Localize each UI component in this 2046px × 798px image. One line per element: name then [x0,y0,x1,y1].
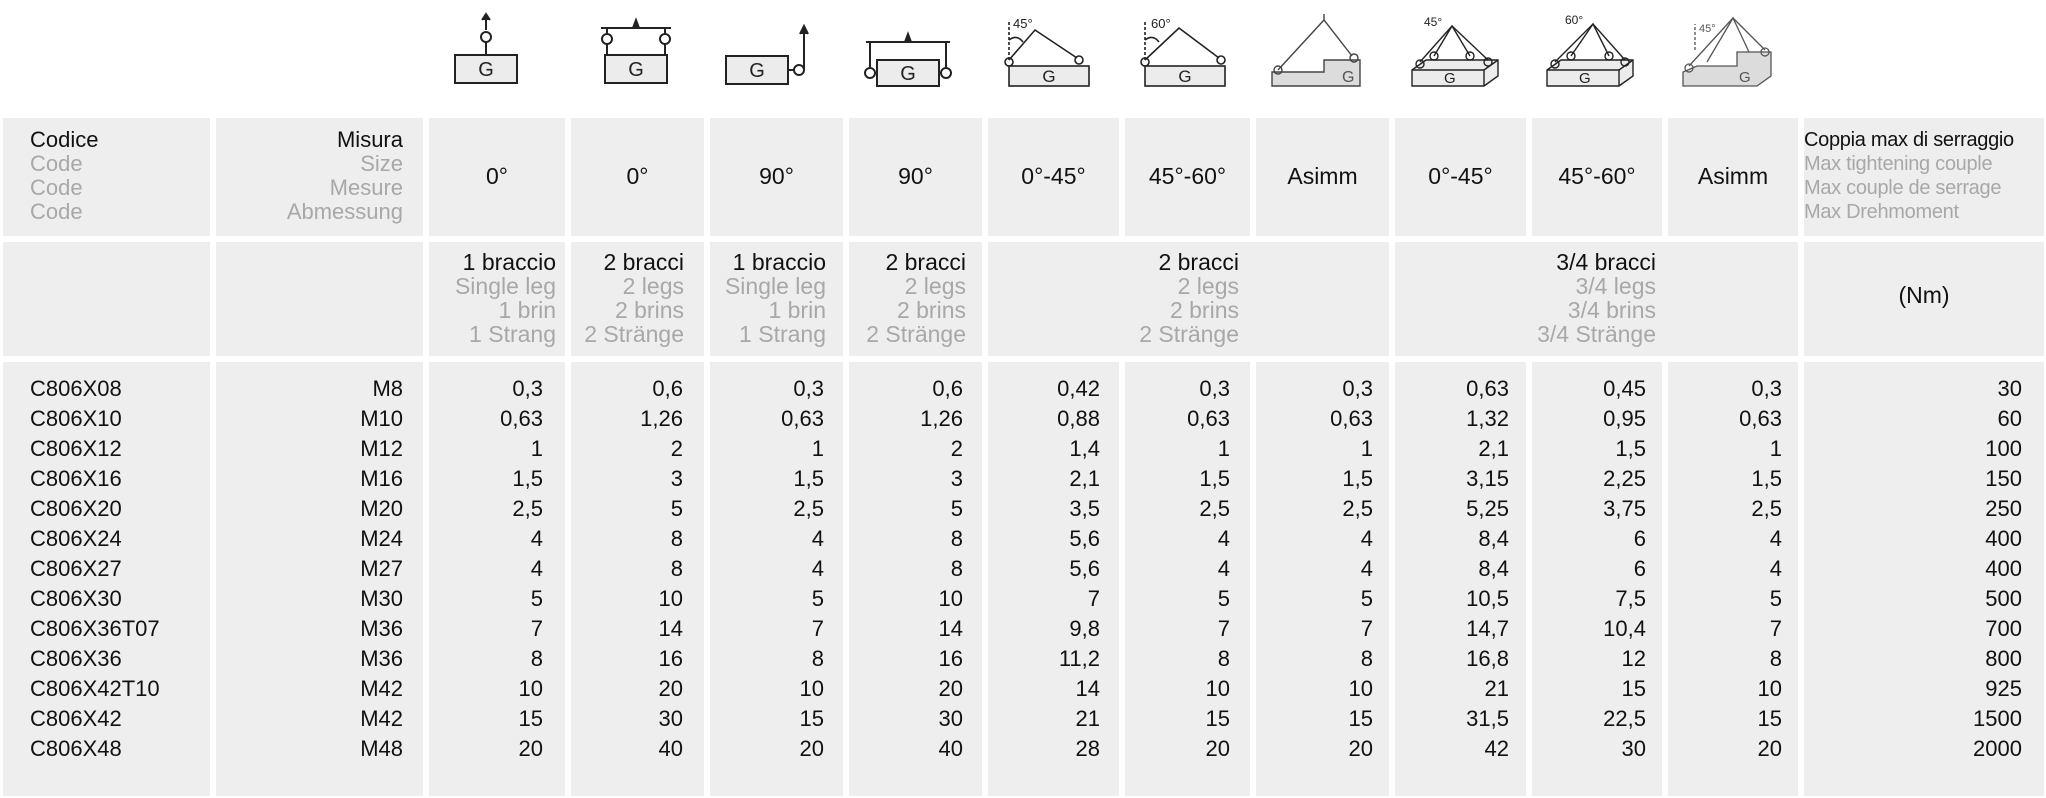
two-legs-45-60-cell: 4 [1217,526,1230,551]
four-legs-asymmetric-diagram-icon [1677,10,1787,96]
two-legs-asym-cell: 20 [1348,736,1373,761]
v0-1leg-cell: 20 [518,736,543,761]
size-cell: M48 [360,736,403,761]
header-code-it: Codice [30,127,99,152]
angle-header: 0° [626,163,649,189]
two-legs-45-60-cell: 4 [1217,556,1230,581]
torque-cell: 2000 [1973,736,2022,761]
v90-2legs-cell: 16 [938,646,963,671]
legs-text: Single leg [454,273,556,299]
legs-col-4 [866,250,966,346]
four-legs-0-45-cell: 42 [1484,736,1509,761]
four-legs-45-60-cell: 15 [1621,676,1646,701]
four-legs-asym-cell: 15 [1757,706,1782,731]
v0-2legs-cell: 1,26 [640,406,683,431]
legs-two-group [1139,250,1239,346]
v90-1leg-cell: 0,3 [793,376,824,401]
angle-header: 0° [486,163,508,189]
four-legs-45-60-cell: 3,75 [1603,496,1646,521]
v0-1leg-cell: 1,5 [512,466,543,491]
v90-2legs-cell: 5 [950,496,963,521]
code-cell: C806X48 [30,736,122,761]
code-cell: C806X24 [30,526,122,551]
code-cell: C806X08 [30,376,122,401]
two-legs-0-45-cell: 0,88 [1057,406,1100,431]
svg-text:G: G [900,63,916,85]
two-legs-45-60-cell: 8 [1217,646,1230,671]
legs-text: 1 braccio [462,249,556,275]
angle-header: 45°-60° [1558,163,1636,189]
four-legs-asym-cell: 1,5 [1751,466,1782,491]
legs-text: 2 bracci [1158,249,1239,275]
v90-2legs-cell: 3 [950,466,963,491]
two-legs-0-45-cell: 1,4 [1069,436,1100,461]
legs-text: 3/4 bracci [1556,249,1656,275]
legs-text: Single leg [724,273,826,299]
v90-2legs-cell: 2 [950,436,963,461]
four-legs-asym-cell: 0,3 [1751,376,1782,401]
legs-text: 1 Strang [469,321,556,347]
svg-text:60°: 60° [1151,16,1171,31]
v0-1leg-cell: 7 [530,616,543,641]
two-legs-asym-cell: 10 [1348,676,1373,701]
two-legs-0-45-cell: 7 [1087,586,1100,611]
two-legs-0-45-cell: 2,1 [1069,466,1100,491]
two-legs-45-60-cell: 1,5 [1199,466,1230,491]
v90-2legs-cell: 1,26 [920,406,963,431]
code-cell: C806X36T07 [30,616,160,641]
angle-header: Asimm [1697,163,1769,189]
code-cell: C806X42T10 [30,676,160,701]
size-cell: M8 [372,376,403,401]
v0-2legs-cell: 40 [658,736,683,761]
v0-1leg-cell: 4 [530,556,543,581]
two-legs-asym-cell: 7 [1360,616,1373,641]
legs-text: 2 Stränge [584,321,684,347]
code-cell: C806X36 [30,646,122,671]
two-legs-asym-cell: 2,5 [1342,496,1373,521]
torque-cell: 150 [1985,466,2022,491]
torque-unit: (Nm) [1898,282,1950,308]
four-legs-asym-cell: 4 [1769,526,1782,551]
size-cell: M42 [360,676,403,701]
size-cell: M27 [360,556,403,581]
two-legs-asym-cell: 1,5 [1342,466,1373,491]
header-torque-en: Max tightening couple [1804,153,1993,175]
four-legs-asym-cell: 0,63 [1739,406,1782,431]
v0-1leg-cell: 15 [518,706,543,731]
four-legs-asym-cell: 20 [1757,736,1782,761]
v0-1leg-cell: 8 [530,646,543,671]
diagram-row [0,0,2046,110]
legs-col-1 [455,250,556,346]
four-legs-0-45-cell: 1,32 [1466,406,1509,431]
two-legs-45-60-cell: 10 [1205,676,1230,701]
v0-2legs-cell: 8 [670,526,683,551]
legs-text: 2 brins [896,297,966,323]
two-legs-side-90-beam-diagram-icon [858,10,968,96]
svg-text:G: G [749,60,765,82]
torque-cell: 1500 [1973,706,2022,731]
svg-text:45°: 45° [1013,16,1033,31]
v90-2legs-cell: 40 [938,736,963,761]
two-legs-asym-cell: 4 [1360,556,1373,581]
four-legs-asym-cell: 8 [1769,646,1782,671]
legs-text: 1 brin [498,297,556,323]
two-legs-0-45-cell: 5,6 [1069,526,1100,551]
two-legs-asym-cell: 5 [1360,586,1373,611]
four-legs-0-45-cell: 16,8 [1466,646,1509,671]
two-legs-0-45-cell: 11,2 [1058,646,1100,671]
four-legs-45-60-cell: 7,5 [1615,586,1646,611]
legs-text: 2 brins [614,297,684,323]
v90-2legs-cell: 20 [938,676,963,701]
code-cell: C806X20 [30,496,122,521]
angle-header: 45°-60° [1148,163,1227,189]
four-legs-angle-45-60-diagram-icon [1541,10,1651,96]
code-cell: C806X27 [30,556,122,581]
header-code-en: Code [30,151,83,176]
size-cell: M12 [360,436,403,461]
header-size-en: Size [360,151,403,176]
svg-text:60°: 60° [1565,13,1584,27]
four-legs-45-60-cell: 6 [1633,526,1646,551]
legs-text: 2 Stränge [1139,321,1239,347]
four-legs-45-60-cell: 0,45 [1603,376,1646,401]
torque-cell: 925 [1985,676,2022,701]
svg-text:G: G [1444,70,1456,87]
four-legs-0-45-cell: 21 [1484,676,1509,701]
two-legs-asym-cell: 4 [1360,526,1373,551]
header-torque [1804,128,2042,224]
header-torque-it: Coppia max di serraggio [1804,129,2014,151]
four-legs-0-45-cell: 10,5 [1466,586,1509,611]
svg-text:G: G [1178,67,1192,86]
v0-2legs-cell: 20 [658,676,683,701]
two-legs-0-45-cell: 28 [1075,736,1100,761]
four-legs-asym-cell: 10 [1757,676,1782,701]
four-legs-0-45-cell: 31,5 [1466,706,1509,731]
angle-header: Asimm [1287,163,1358,189]
legs-text: 2 bracci [885,249,966,275]
four-legs-0-45-cell: 8,4 [1478,556,1509,581]
v0-2legs-cell: 0,6 [652,376,683,401]
torque-cell: 700 [1985,616,2022,641]
angle-header: 90° [898,163,933,189]
four-legs-asym-cell: 5 [1769,586,1782,611]
v0-1leg-cell: 10 [518,676,543,701]
legs-four-group [1537,250,1656,346]
v0-1leg-cell: 4 [530,526,543,551]
v0-2legs-cell: 5 [670,496,683,521]
size-cell: M10 [360,406,403,431]
size-cell: M42 [360,706,403,731]
v0-1leg-cell: 0,63 [500,406,543,431]
header-code [30,128,98,224]
two-legs-0-45-cell: 9,8 [1069,616,1100,641]
header-size-it: Misura [336,127,403,152]
two-legs-0-45-cell: 14 [1075,676,1100,701]
four-legs-45-60-cell: 0,95 [1603,406,1646,431]
v90-1leg-cell: 15 [799,706,824,731]
code-cell: C806X30 [30,586,122,611]
v90-1leg-cell: 5 [811,586,824,611]
legs-text: 2 bracci [603,249,684,275]
v90-2legs-cell: 14 [938,616,963,641]
legs-text: 1 brin [768,297,826,323]
v90-1leg-cell: 10 [799,676,824,701]
v90-1leg-cell: 8 [811,646,824,671]
two-legs-asymmetric-diagram-icon [1268,10,1378,96]
svg-text:G: G [1042,67,1056,86]
two-legs-angle-0-45-diagram-icon [997,10,1107,96]
four-legs-45-60-cell: 10,4 [1603,616,1646,641]
four-legs-45-60-cell: 22,5 [1603,706,1646,731]
legs-col-3 [725,250,826,346]
size-cell: M30 [360,586,403,611]
v90-1leg-cell: 7 [811,616,824,641]
v90-1leg-cell: 4 [811,556,824,581]
header-size-de: Abmessung [286,199,403,224]
v90-2legs-cell: 0,6 [932,376,963,401]
torque-cell: 250 [1985,496,2022,521]
legs-text: 1 Strang [739,321,826,347]
two-legs-45-60-cell: 0,63 [1187,406,1230,431]
four-legs-45-60-cell: 2,25 [1603,466,1646,491]
four-legs-asym-cell: 2,5 [1751,496,1782,521]
torque-cell: 500 [1985,586,2022,611]
two-legs-vertical-beam-diagram-icon [581,10,691,96]
svg-text:G: G [1739,69,1751,86]
size-cell: M36 [360,616,403,641]
svg-text:G: G [478,59,494,81]
two-legs-asym-cell: 15 [1348,706,1373,731]
v0-2legs-cell: 16 [658,646,683,671]
v0-2legs-cell: 8 [670,556,683,581]
v90-2legs-cell: 8 [950,556,963,581]
legs-text: 2 legs [1177,273,1239,299]
two-legs-0-45-cell: 5,6 [1069,556,1100,581]
legs-col-2 [584,250,684,346]
four-legs-0-45-cell: 14,7 [1466,616,1509,641]
header-size-fr: Mesure [329,175,403,200]
code-cell: C806X16 [30,466,122,491]
v0-1leg-cell: 0,3 [512,376,543,401]
angle-header: 90° [759,163,794,189]
v90-2legs-cell: 10 [938,586,963,611]
v90-2legs-cell: 8 [950,526,963,551]
four-legs-asym-cell: 4 [1769,556,1782,581]
two-legs-asym-cell: 1 [1360,436,1373,461]
two-legs-45-60-cell: 1 [1217,436,1230,461]
size-cell: M20 [360,496,403,521]
legs-text: 3/4 brins [1567,297,1656,323]
angle-header: 0°-45° [1428,163,1493,189]
svg-text:45°: 45° [1424,15,1443,29]
four-legs-45-60-cell: 6 [1633,556,1646,581]
two-legs-0-45-cell: 3,5 [1069,496,1100,521]
v90-1leg-cell: 0,63 [781,406,824,431]
single-leg-side-90-diagram-icon [720,10,830,96]
two-legs-asym-cell: 8 [1360,646,1373,671]
two-legs-45-60-cell: 7 [1217,616,1230,641]
four-legs-0-45-cell: 2,1 [1478,436,1509,461]
svg-text:45°: 45° [1699,23,1716,35]
two-legs-asym-cell: 0,3 [1342,376,1373,401]
size-cell: M36 [360,646,403,671]
v0-1leg-cell: 2,5 [512,496,543,521]
code-cell: C806X12 [30,436,122,461]
two-legs-45-60-cell: 5 [1217,586,1230,611]
four-legs-0-45-cell: 8,4 [1478,526,1509,551]
legs-text: 1 braccio [732,249,826,275]
torque-cell: 400 [1985,556,2022,581]
header-code-de: Code [30,199,83,224]
four-legs-angle-0-45-diagram-icon [1406,10,1516,96]
header-torque-fr: Max couple de serrage [1804,177,2002,199]
code-cell: C806X42 [30,706,122,731]
angle-header: 0°-45° [1021,163,1086,189]
four-legs-asym-cell: 1 [1769,436,1782,461]
four-legs-0-45-cell: 3,15 [1466,466,1509,491]
legs-text: 3/4 legs [1575,273,1656,299]
v90-1leg-cell: 20 [799,736,824,761]
four-legs-45-60-cell: 12 [1621,646,1646,671]
header-code-fr: Code [30,175,83,200]
v0-2legs-cell: 30 [658,706,683,731]
legs-text: 2 Stränge [866,321,966,347]
four-legs-45-60-cell: 30 [1621,736,1646,761]
header-torque-de: Max Drehmoment [1804,201,1959,223]
v0-2legs-cell: 10 [658,586,683,611]
four-legs-0-45-cell: 0,63 [1466,376,1509,401]
v90-1leg-cell: 2,5 [793,496,824,521]
two-legs-angle-45-60-diagram-icon [1133,10,1243,96]
svg-text:G: G [1342,69,1355,86]
four-legs-45-60-cell: 1,5 [1615,436,1646,461]
torque-cell: 60 [1997,406,2022,431]
v0-2legs-cell: 3 [670,466,683,491]
v0-2legs-cell: 2 [670,436,683,461]
torque-cell: 400 [1985,526,2022,551]
two-legs-0-45-cell: 21 [1075,706,1100,731]
single-leg-vertical-diagram-icon [443,10,553,96]
two-legs-45-60-cell: 0,3 [1199,376,1230,401]
torque-cell: 100 [1985,436,2022,461]
v0-1leg-cell: 5 [530,586,543,611]
legs-text: 2 brins [1169,297,1239,323]
four-legs-0-45-cell: 5,25 [1466,496,1509,521]
v90-1leg-cell: 1 [811,436,824,461]
v90-2legs-cell: 30 [938,706,963,731]
two-legs-asym-cell: 0,63 [1330,406,1373,431]
legs-text: 3/4 Stränge [1537,321,1656,347]
svg-text:G: G [628,59,644,81]
size-cell: M24 [360,526,403,551]
two-legs-45-60-cell: 20 [1205,736,1230,761]
v0-2legs-cell: 14 [658,616,683,641]
legs-text: 2 legs [622,273,684,299]
legs-text: 2 legs [904,273,966,299]
torque-cell: 30 [1997,376,2022,401]
two-legs-45-60-cell: 2,5 [1199,496,1230,521]
header-size [287,128,403,224]
v90-1leg-cell: 1,5 [793,466,824,491]
size-cell: M16 [360,466,403,491]
v90-1leg-cell: 4 [811,526,824,551]
two-legs-45-60-cell: 15 [1205,706,1230,731]
four-legs-asym-cell: 7 [1769,616,1782,641]
two-legs-0-45-cell: 0,42 [1057,376,1100,401]
v0-1leg-cell: 1 [530,436,543,461]
torque-cell: 800 [1985,646,2022,671]
svg-text:G: G [1579,70,1591,87]
code-cell: C806X10 [30,406,122,431]
